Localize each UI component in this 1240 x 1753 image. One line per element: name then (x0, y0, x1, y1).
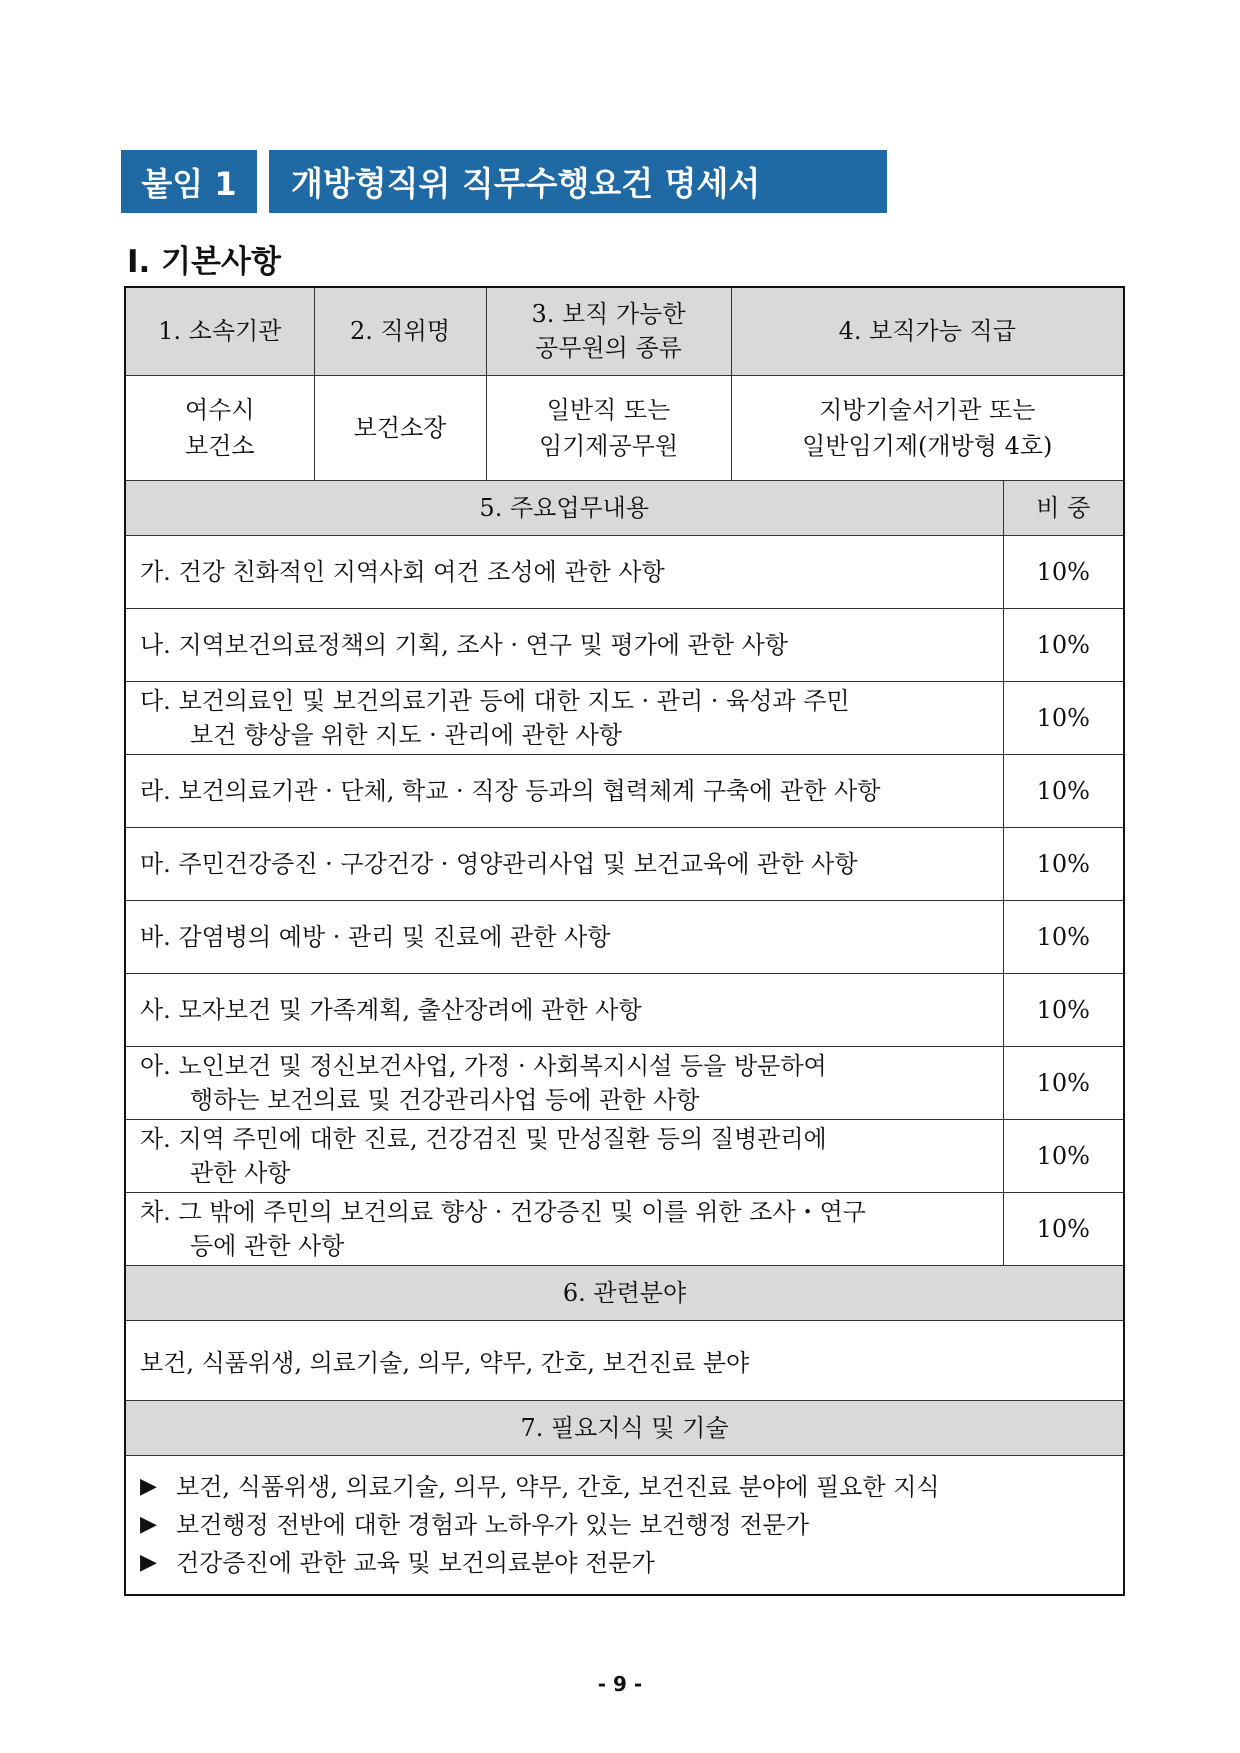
duty-item (125, 1192, 1003, 1265)
header-kind-line1: 3. 보직 가능한 (531, 300, 686, 329)
knowledge-text: 보건행정 전반에 대한 경험과 노하우가 있는 보건행정 전문가 (176, 1510, 810, 1539)
duty-item (125, 1119, 1003, 1192)
header-org: 1. 소속기관 (125, 287, 314, 375)
list-item (140, 1506, 1109, 1544)
duty-weight: 10% (1003, 973, 1124, 1046)
org-line2: 보건소 (184, 431, 255, 460)
duty-weight: 10% (1003, 608, 1124, 681)
duty-line2: 관한 사항 (190, 1158, 291, 1187)
list-item (140, 1468, 1109, 1506)
spec-table (124, 286, 1125, 1596)
kind-line2: 임기제공무원 (538, 431, 679, 460)
org-line1: 여수시 (184, 395, 255, 424)
duty-weight: 10% (1003, 535, 1124, 608)
duty-line1: 사. 모자보건 및 가족계획, 출산장려에 관한 사항 (140, 995, 642, 1024)
duty-line2: 보건 향상을 위한 지도 · 관리에 관한 사항 (190, 720, 622, 749)
duty-item (125, 827, 1003, 900)
weight-header: 비 중 (1003, 480, 1124, 535)
black-right-triangle-icon: ▶ (140, 1473, 157, 1499)
fields-header: 6. 관련분야 (125, 1265, 1124, 1320)
header-kind-line2: 공무원의 종류 (535, 334, 682, 363)
duty-item (125, 973, 1003, 1046)
duty-line1: 자. 지역 주민에 대한 진료, 건강검진 및 만성질환 등의 질병관리에 (140, 1124, 827, 1153)
knowledge-text: 건강증진에 관한 교육 및 보건의료분야 전문가 (176, 1548, 655, 1577)
knowledge-header: 7. 필요지식 및 기술 (125, 1400, 1124, 1455)
duty-line1: 차. 그 밖에 주민의 보건의료 향상 · 건강증진 및 이를 위한 조사・연구 (140, 1197, 866, 1226)
list-item (140, 1544, 1109, 1582)
duty-line2: 행하는 보건의료 및 건강관리사업 등에 관한 사항 (190, 1085, 700, 1114)
duty-line1: 바. 감염병의 예방 · 관리 및 진료에 관한 사항 (140, 922, 611, 951)
duty-weight: 10% (1003, 1119, 1124, 1192)
duty-item (125, 608, 1003, 681)
duty-weight: 10% (1003, 1192, 1124, 1265)
knowledge-text: 보건, 식품위생, 의료기술, 의무, 약무, 간호, 보건진료 분야에 필요한 지식 (176, 1472, 940, 1501)
org-cell (125, 375, 314, 480)
duty-weight: 10% (1003, 827, 1124, 900)
fields-text: 보건, 식품위생, 의료기술, 의무, 약무, 간호, 보건진료 분야 (125, 1320, 1124, 1400)
duty-item (125, 1046, 1003, 1119)
kind-cell (486, 375, 731, 480)
duty-line1: 아. 노인보건 및 정신보건사업, 가정 · 사회복지시설 등을 방문하여 (140, 1051, 827, 1080)
knowledge-list (125, 1455, 1124, 1595)
black-right-triangle-icon: ▶ (140, 1511, 157, 1537)
duty-weight: 10% (1003, 754, 1124, 827)
kind-line1: 일반직 또는 (546, 395, 671, 424)
duty-item (125, 681, 1003, 754)
duty-line1: 다. 보건의료인 및 보건의료기관 등에 대한 지도 · 관리 · 육성과 주민 (140, 686, 850, 715)
page-number: - 9 - (597, 1672, 643, 1696)
duty-weight: 10% (1003, 1046, 1124, 1119)
duty-line2: 등에 관한 사항 (190, 1231, 345, 1260)
header-position: 2. 직위명 (314, 287, 486, 375)
duties-header: 5. 주요업무내용 (125, 480, 1003, 535)
duty-weight: 10% (1003, 900, 1124, 973)
duty-item (125, 900, 1003, 973)
duty-item (125, 754, 1003, 827)
duty-line1: 마. 주민건강증진 · 구강건강 · 영양관리사업 및 보건교육에 관한 사항 (140, 849, 858, 878)
duty-line1: 나. 지역보건의료정책의 기획, 조사 · 연구 및 평가에 관한 사항 (140, 630, 788, 659)
header-grade: 4. 보직가능 직급 (731, 287, 1124, 375)
document-title: 개방형직위 직무수행요건 명세서 (269, 150, 887, 213)
duty-weight: 10% (1003, 681, 1124, 754)
grade-line2: 일반임기제(개방형 4호) (802, 431, 1053, 460)
section-title: Ⅰ. 기본사항 (127, 244, 281, 280)
header-kind (486, 287, 731, 375)
grade-cell (731, 375, 1124, 480)
attachment-tag: 붙임 1 (121, 150, 257, 213)
duty-line1: 라. 보건의료기관 · 단체, 학교 · 직장 등과의 협력체계 구축에 관한 사항 (140, 776, 881, 805)
duty-item (125, 535, 1003, 608)
black-right-triangle-icon: ▶ (140, 1549, 157, 1575)
duty-line1: 가. 건강 친화적인 지역사회 여건 조성에 관한 사항 (140, 557, 665, 586)
position-cell: 보건소장 (314, 375, 486, 480)
grade-line1: 지방기술서기관 또는 (819, 395, 1036, 424)
document-header (121, 150, 887, 213)
